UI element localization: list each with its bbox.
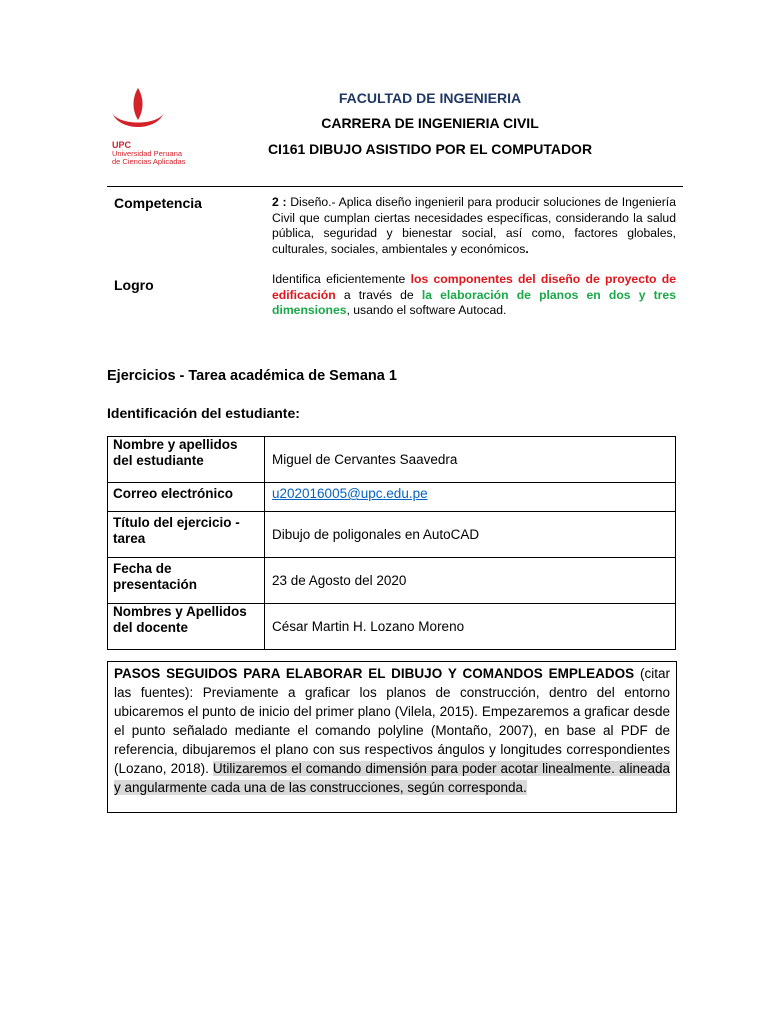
table-row — [108, 437, 676, 483]
exercise-title-label: Título del ejercicio - tarea — [108, 512, 265, 558]
student-name-value: Miguel de Cervantes Saavedra — [265, 437, 676, 483]
logo-acronym: UPC — [112, 140, 132, 150]
table-row — [108, 483, 676, 512]
logro-text: Identifica eficientemente los componentes del diseño de proyecto de edificación a través de la elaboración de planos en dos y tres dimensiones, usando el software Autocad. — [272, 272, 676, 318]
exercise-title: Ejercicios - Tarea académica de Semana 1 — [107, 368, 397, 384]
steps-body: (citar las fuentes): Previamente a graficar los planos de construcción, dentro del entorno ubicaremos el punto de inicio del primer plano (Vilela, 2015). Empezaremos a graficar desde el punto señalado mediante el comando polyline (Montaño, 2007), en base al PDF de referencia, dibujaremos el plano con sus respectivos ángulos y longitudes correspondientes (Lozano, 2018). — [114, 666, 670, 776]
student-info-table — [107, 436, 676, 650]
teacher-label: Nombres y Apellidos del docente — [108, 604, 265, 650]
steps-highlighted-text: Utilizaremos el comando dimensión para poder acotar linealmente. alineada y angularmente cada una de las construcciones, según corresponda. — [114, 761, 670, 795]
email-link[interactable]: u202016005@upc.edu.pe — [272, 486, 428, 501]
table-row — [108, 512, 676, 558]
student-name-label: Nombre y apellidos del estudiante — [108, 437, 265, 483]
competencia-label: Competencia — [114, 195, 202, 211]
logro-label: Logro — [114, 277, 154, 293]
upc-emblem-icon — [108, 86, 168, 140]
faculty-title: FACULTAD DE INGENIERIA — [338, 90, 522, 106]
header-divider — [107, 186, 683, 187]
exercise-title-value: Dibujo de poligonales en AutoCAD — [265, 512, 676, 558]
logo-university-name: Universidad Peruana de Ciencias Aplicadas — [112, 149, 186, 166]
table-row — [108, 604, 676, 650]
career-title: CARRERA DE INGENIERIA CIVIL — [321, 115, 539, 131]
competencia-text: 2 : Diseño.- Aplica diseño ingenieril para producir soluciones de Ingeniería Civil que cumplan ciertas necesidades específicas, considerando la salud pública, seguridad y bienestar social, así como, factores globales, culturales, sociales, ambientales y económicos. — [272, 195, 676, 256]
steps-title: PASOS SEGUIDOS PARA ELABORAR EL DIBUJO Y COMANDOS EMPLEADOS — [114, 666, 635, 681]
email-label: Correo electrónico — [108, 483, 265, 512]
steps-box — [107, 661, 677, 813]
course-title: CI161 DIBUJO ASISTIDO POR EL COMPUTADOR — [267, 141, 593, 157]
teacher-value: César Martin H. Lozano Moreno — [265, 604, 676, 650]
upc-logo — [108, 86, 198, 176]
table-row — [108, 558, 676, 604]
date-label: Fecha de presentación — [108, 558, 265, 604]
date-value: 23 de Agosto del 2020 — [265, 558, 676, 604]
student-id-heading: Identificación del estudiante: — [107, 405, 300, 421]
